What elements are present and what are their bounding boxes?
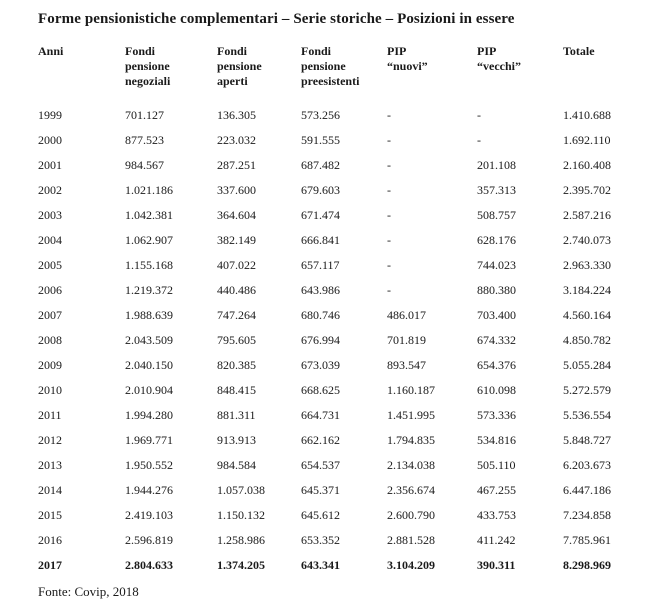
table-row-2003	[38, 202, 662, 227]
value-cell: 1.944.276	[125, 482, 173, 497]
value-cell: 645.371	[301, 482, 340, 497]
value-cell: 2.596.819	[125, 532, 173, 547]
value-cell: 7.234.858	[563, 507, 611, 522]
value-cell: 2.600.790	[387, 507, 435, 522]
value-cell: 1.021.186	[125, 182, 173, 197]
value-cell: 680.746	[301, 307, 340, 322]
year-cell: 2005	[38, 257, 62, 272]
column-header-line: aperti	[217, 74, 248, 88]
value-cell: 8.298.969	[563, 557, 611, 572]
value-cell: 534.816	[477, 432, 516, 447]
column-header-line: pensione	[217, 59, 262, 73]
value-cell: 1.062.907	[125, 232, 173, 247]
value-cell: 591.555	[301, 132, 340, 147]
year-cell: 1999	[38, 107, 62, 122]
value-cell: 1.258.986	[217, 532, 265, 547]
column-header-line: Fondi	[301, 44, 332, 58]
column-header-line: pensione	[301, 59, 346, 73]
value-cell: 407.022	[217, 257, 256, 272]
year-cell: 2001	[38, 157, 62, 172]
value-cell: -	[387, 182, 391, 197]
column-header-line: “nuovi”	[387, 59, 428, 73]
value-cell: 2.356.674	[387, 482, 435, 497]
table-row-1999	[38, 102, 662, 127]
value-cell: 687.482	[301, 157, 340, 172]
value-cell: 5.272.579	[563, 382, 611, 397]
value-cell: -	[387, 232, 391, 247]
value-cell: 1.969.771	[125, 432, 173, 447]
value-cell: 136.305	[217, 107, 256, 122]
table-row-2009	[38, 352, 662, 377]
column-header-fondi-pensione-negoziali	[125, 44, 217, 102]
value-cell: 1.950.552	[125, 457, 173, 472]
value-cell: 440.486	[217, 282, 256, 297]
value-cell: 2.010.904	[125, 382, 173, 397]
value-cell: 1.794.835	[387, 432, 435, 447]
column-header-anni	[38, 44, 125, 102]
value-cell: 1.374.205	[217, 557, 265, 572]
year-cell: 2016	[38, 532, 62, 547]
value-cell: 357.313	[477, 182, 516, 197]
table-row-2013	[38, 452, 662, 477]
data-table	[38, 44, 662, 577]
value-cell: 664.731	[301, 407, 340, 422]
value-cell: 467.255	[477, 482, 516, 497]
year-cell: 2017	[38, 557, 62, 572]
column-header-line: pensione	[125, 59, 170, 73]
column-header-line: preesistenti	[301, 74, 360, 88]
table-row-2002	[38, 177, 662, 202]
source-note: Fonte: Covip, 2018	[38, 584, 139, 599]
value-cell: 2.395.702	[563, 182, 611, 197]
header-row	[38, 44, 662, 102]
value-cell: 287.251	[217, 157, 256, 172]
table-title: Forme pensionistiche complementari – Serie storiche – Posizioni in essere	[38, 11, 515, 27]
value-cell: 820.385	[217, 357, 256, 372]
value-cell: 654.376	[477, 357, 516, 372]
value-cell: 1.150.132	[217, 507, 265, 522]
value-cell: 1.692.110	[563, 132, 611, 147]
table-row-2015	[38, 502, 662, 527]
value-cell: 662.162	[301, 432, 340, 447]
value-cell: -	[477, 107, 481, 122]
value-cell: 486.017	[387, 307, 426, 322]
value-cell: 848.415	[217, 382, 256, 397]
column-header-pip-nuovi	[387, 44, 477, 102]
column-header-line: Totale	[563, 44, 595, 58]
value-cell: 411.242	[477, 532, 516, 547]
value-cell: -	[387, 282, 391, 297]
value-cell: 653.352	[301, 532, 340, 547]
table-row-2001	[38, 152, 662, 177]
value-cell: 1.042.381	[125, 207, 173, 222]
value-cell: 5.055.284	[563, 357, 611, 372]
value-cell: 2.160.408	[563, 157, 611, 172]
column-header-totale	[563, 44, 662, 102]
year-cell: 2002	[38, 182, 62, 197]
value-cell: 610.098	[477, 382, 516, 397]
value-cell: 201.108	[477, 157, 516, 172]
value-cell: 3.104.209	[387, 557, 435, 572]
value-cell: 4.850.782	[563, 332, 611, 347]
value-cell: 2.419.103	[125, 507, 173, 522]
value-cell: 7.785.961	[563, 532, 611, 547]
table-row-2011	[38, 402, 662, 427]
value-cell: -	[387, 157, 391, 172]
year-cell: 2008	[38, 332, 62, 347]
value-cell: 2.040.150	[125, 357, 173, 372]
table-row-2014	[38, 477, 662, 502]
column-header-line: “vecchi”	[477, 59, 521, 73]
table-row-2005	[38, 252, 662, 277]
value-cell: 508.757	[477, 207, 516, 222]
value-cell: 364.604	[217, 207, 256, 222]
value-cell: 223.032	[217, 132, 256, 147]
value-cell: 337.600	[217, 182, 256, 197]
year-cell: 2003	[38, 207, 62, 222]
value-cell: 1.410.688	[563, 107, 611, 122]
value-cell: 1.219.372	[125, 282, 173, 297]
value-cell: 2.804.633	[125, 557, 173, 572]
value-cell: 668.625	[301, 382, 340, 397]
table-body	[38, 102, 662, 577]
value-cell: 654.537	[301, 457, 340, 472]
value-cell: 6.203.673	[563, 457, 611, 472]
value-cell: 573.256	[301, 107, 340, 122]
table-row-2010	[38, 377, 662, 402]
value-cell: 1.057.038	[217, 482, 265, 497]
value-cell: 390.311	[477, 557, 516, 572]
value-cell: 645.612	[301, 507, 340, 522]
value-cell: -	[477, 132, 481, 147]
value-cell: 4.560.164	[563, 307, 611, 322]
value-cell: 880.380	[477, 282, 516, 297]
value-cell: 881.311	[217, 407, 256, 422]
column-header-line: PIP	[387, 44, 407, 58]
year-cell: 2010	[38, 382, 62, 397]
column-header-fondi-pensione-aperti	[217, 44, 301, 102]
table-row-2017	[38, 552, 662, 577]
year-cell: 2014	[38, 482, 62, 497]
value-cell: 2.881.528	[387, 532, 435, 547]
value-cell: 1.155.168	[125, 257, 173, 272]
value-cell: -	[387, 207, 391, 222]
value-cell: 674.332	[477, 332, 516, 347]
value-cell: 3.184.224	[563, 282, 611, 297]
value-cell: 747.264	[217, 307, 256, 322]
value-cell: 1.160.187	[387, 382, 435, 397]
value-cell: 5.536.554	[563, 407, 611, 422]
table-row-2012	[38, 427, 662, 452]
value-cell: 573.336	[477, 407, 516, 422]
column-header-line: Anni	[38, 44, 64, 58]
value-cell: 1.988.639	[125, 307, 173, 322]
year-cell: 2012	[38, 432, 62, 447]
value-cell: 984.567	[125, 157, 164, 172]
value-cell: 1.451.995	[387, 407, 435, 422]
value-cell: 673.039	[301, 357, 340, 372]
value-cell: 893.547	[387, 357, 426, 372]
value-cell: -	[387, 132, 391, 147]
value-cell: 676.994	[301, 332, 340, 347]
year-cell: 2006	[38, 282, 62, 297]
value-cell: 671.474	[301, 207, 340, 222]
table-row-2008	[38, 327, 662, 352]
column-header-line: negoziali	[125, 74, 171, 88]
value-cell: 643.341	[301, 557, 340, 572]
value-cell: 744.023	[477, 257, 516, 272]
column-header-line: Fondi	[217, 44, 248, 58]
value-cell: 433.753	[477, 507, 516, 522]
value-cell: 5.848.727	[563, 432, 611, 447]
year-cell: 2011	[38, 407, 62, 422]
column-header-pip-vecchi	[477, 44, 563, 102]
value-cell: 643.986	[301, 282, 340, 297]
year-cell: 2004	[38, 232, 62, 247]
year-cell: 2013	[38, 457, 62, 472]
value-cell: 6.447.186	[563, 482, 611, 497]
year-cell: 2007	[38, 307, 62, 322]
value-cell: 2.134.038	[387, 457, 435, 472]
value-cell: 2.043.509	[125, 332, 173, 347]
value-cell: 701.127	[125, 107, 164, 122]
value-cell: 2.963.330	[563, 257, 611, 272]
value-cell: -	[387, 257, 391, 272]
column-header-line: PIP	[477, 44, 497, 58]
value-cell: -	[387, 107, 391, 122]
column-header-line: Fondi	[125, 44, 156, 58]
table-row-2016	[38, 527, 662, 552]
value-cell: 703.400	[477, 307, 516, 322]
value-cell: 795.605	[217, 332, 256, 347]
value-cell: 913.913	[217, 432, 256, 447]
table-row-2004	[38, 227, 662, 252]
value-cell: 505.110	[477, 457, 516, 472]
value-cell: 2.740.073	[563, 232, 611, 247]
year-cell: 2000	[38, 132, 62, 147]
column-header-fondi-pensione-preesistenti	[301, 44, 387, 102]
value-cell: 1.994.280	[125, 407, 173, 422]
value-cell: 657.117	[301, 257, 340, 272]
table-row-2007	[38, 302, 662, 327]
value-cell: 666.841	[301, 232, 340, 247]
value-cell: 701.819	[387, 332, 426, 347]
value-cell: 877.523	[125, 132, 164, 147]
value-cell: 628.176	[477, 232, 516, 247]
table-row-2000	[38, 127, 662, 152]
value-cell: 382.149	[217, 232, 256, 247]
year-cell: 2009	[38, 357, 62, 372]
year-cell: 2015	[38, 507, 62, 522]
value-cell: 984.584	[217, 457, 256, 472]
table-row-2006	[38, 277, 662, 302]
value-cell: 679.603	[301, 182, 340, 197]
value-cell: 2.587.216	[563, 207, 611, 222]
